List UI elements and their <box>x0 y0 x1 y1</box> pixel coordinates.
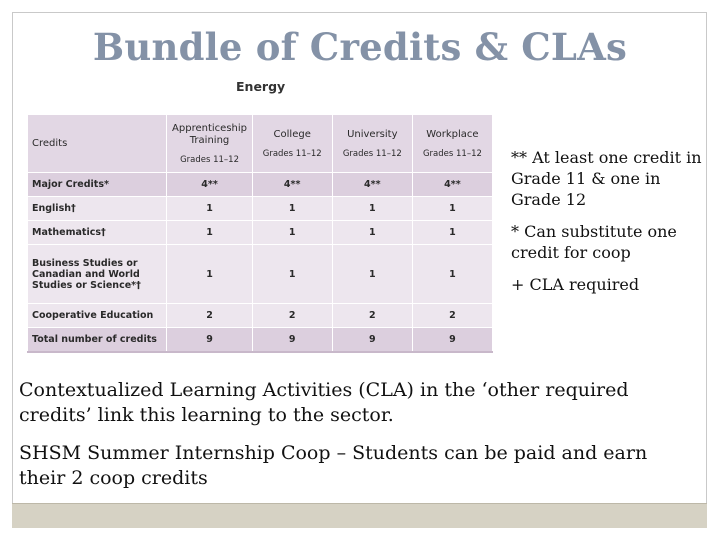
column-grades: Grades 11–12 <box>422 148 482 159</box>
paragraph: SHSM Summer Internship Coop – Students can be paid and earn their 2 coop credits <box>19 442 648 489</box>
column-header <box>252 115 332 173</box>
column-header <box>332 115 412 173</box>
row-label: English† <box>28 197 167 221</box>
table-cell: 4** <box>252 173 332 197</box>
table-cell: 2 <box>252 304 332 328</box>
table-cell: 9 <box>412 328 492 353</box>
table-cell: 1 <box>252 221 332 245</box>
table-cell: 2 <box>332 304 412 328</box>
table-cell: 1 <box>252 197 332 221</box>
row-label: Business Studies or Canadian and World Studies or Science*† <box>28 245 167 304</box>
table-cell: 9 <box>252 328 332 353</box>
column-grades: Grades 11–12 <box>342 148 402 159</box>
column-name: University <box>347 128 398 140</box>
table-cell: 1 <box>332 245 412 304</box>
notes-panel <box>511 147 711 306</box>
table-row <box>28 245 493 304</box>
table-cell: 1 <box>332 197 412 221</box>
table-row <box>28 173 493 197</box>
footer-bar <box>12 503 707 528</box>
note-item: + CLA required <box>511 275 640 294</box>
row-label: Mathematics† <box>28 221 167 245</box>
table-cell: 1 <box>167 221 252 245</box>
table-cell: 1 <box>167 245 252 304</box>
corner-header: Credits <box>28 115 167 173</box>
table-total-row <box>28 328 493 353</box>
table-cell: 2 <box>167 304 252 328</box>
table-cell: 4** <box>332 173 412 197</box>
table-cell: 4** <box>412 173 492 197</box>
table-cell: 1 <box>252 245 332 304</box>
column-name: Apprenticeship Training <box>172 122 247 146</box>
note-item: ** At least one credit in Grade 11 & one in Grade 12 <box>511 148 702 209</box>
column-grades: Grades 11–12 <box>262 148 322 159</box>
table-cell: 1 <box>332 221 412 245</box>
table-cell: 1 <box>412 245 492 304</box>
column-header <box>412 115 492 173</box>
row-label: Cooperative Education <box>28 304 167 328</box>
column-grades: Grades 11–12 <box>180 154 239 165</box>
table-cell: 1 <box>167 197 252 221</box>
credits-table <box>27 114 493 353</box>
table-row <box>28 304 493 328</box>
table-cell: 1 <box>412 197 492 221</box>
column-header <box>167 115 252 173</box>
slide-title: Bundle of Credits & CLAs <box>92 25 628 69</box>
table-row <box>28 221 493 245</box>
row-label: Total number of credits <box>28 328 167 353</box>
table-cell: 9 <box>332 328 412 353</box>
table-cell: 1 <box>412 221 492 245</box>
paragraph: Contextualized Learning Activities (CLA) in the ‘other required credits’ link this learning to the sector. <box>19 379 629 426</box>
column-name: Workplace <box>426 128 479 140</box>
column-name: College <box>273 128 311 140</box>
body-text <box>19 378 699 504</box>
table-cell: 9 <box>167 328 252 353</box>
table-heading: Energy <box>236 79 286 94</box>
table-cell: 4** <box>167 173 252 197</box>
row-label: Major Credits* <box>28 173 167 197</box>
table-row <box>28 197 493 221</box>
table-cell: 2 <box>412 304 492 328</box>
note-item: * Can substitute one credit for coop <box>511 222 677 262</box>
table-header-row <box>28 115 493 173</box>
